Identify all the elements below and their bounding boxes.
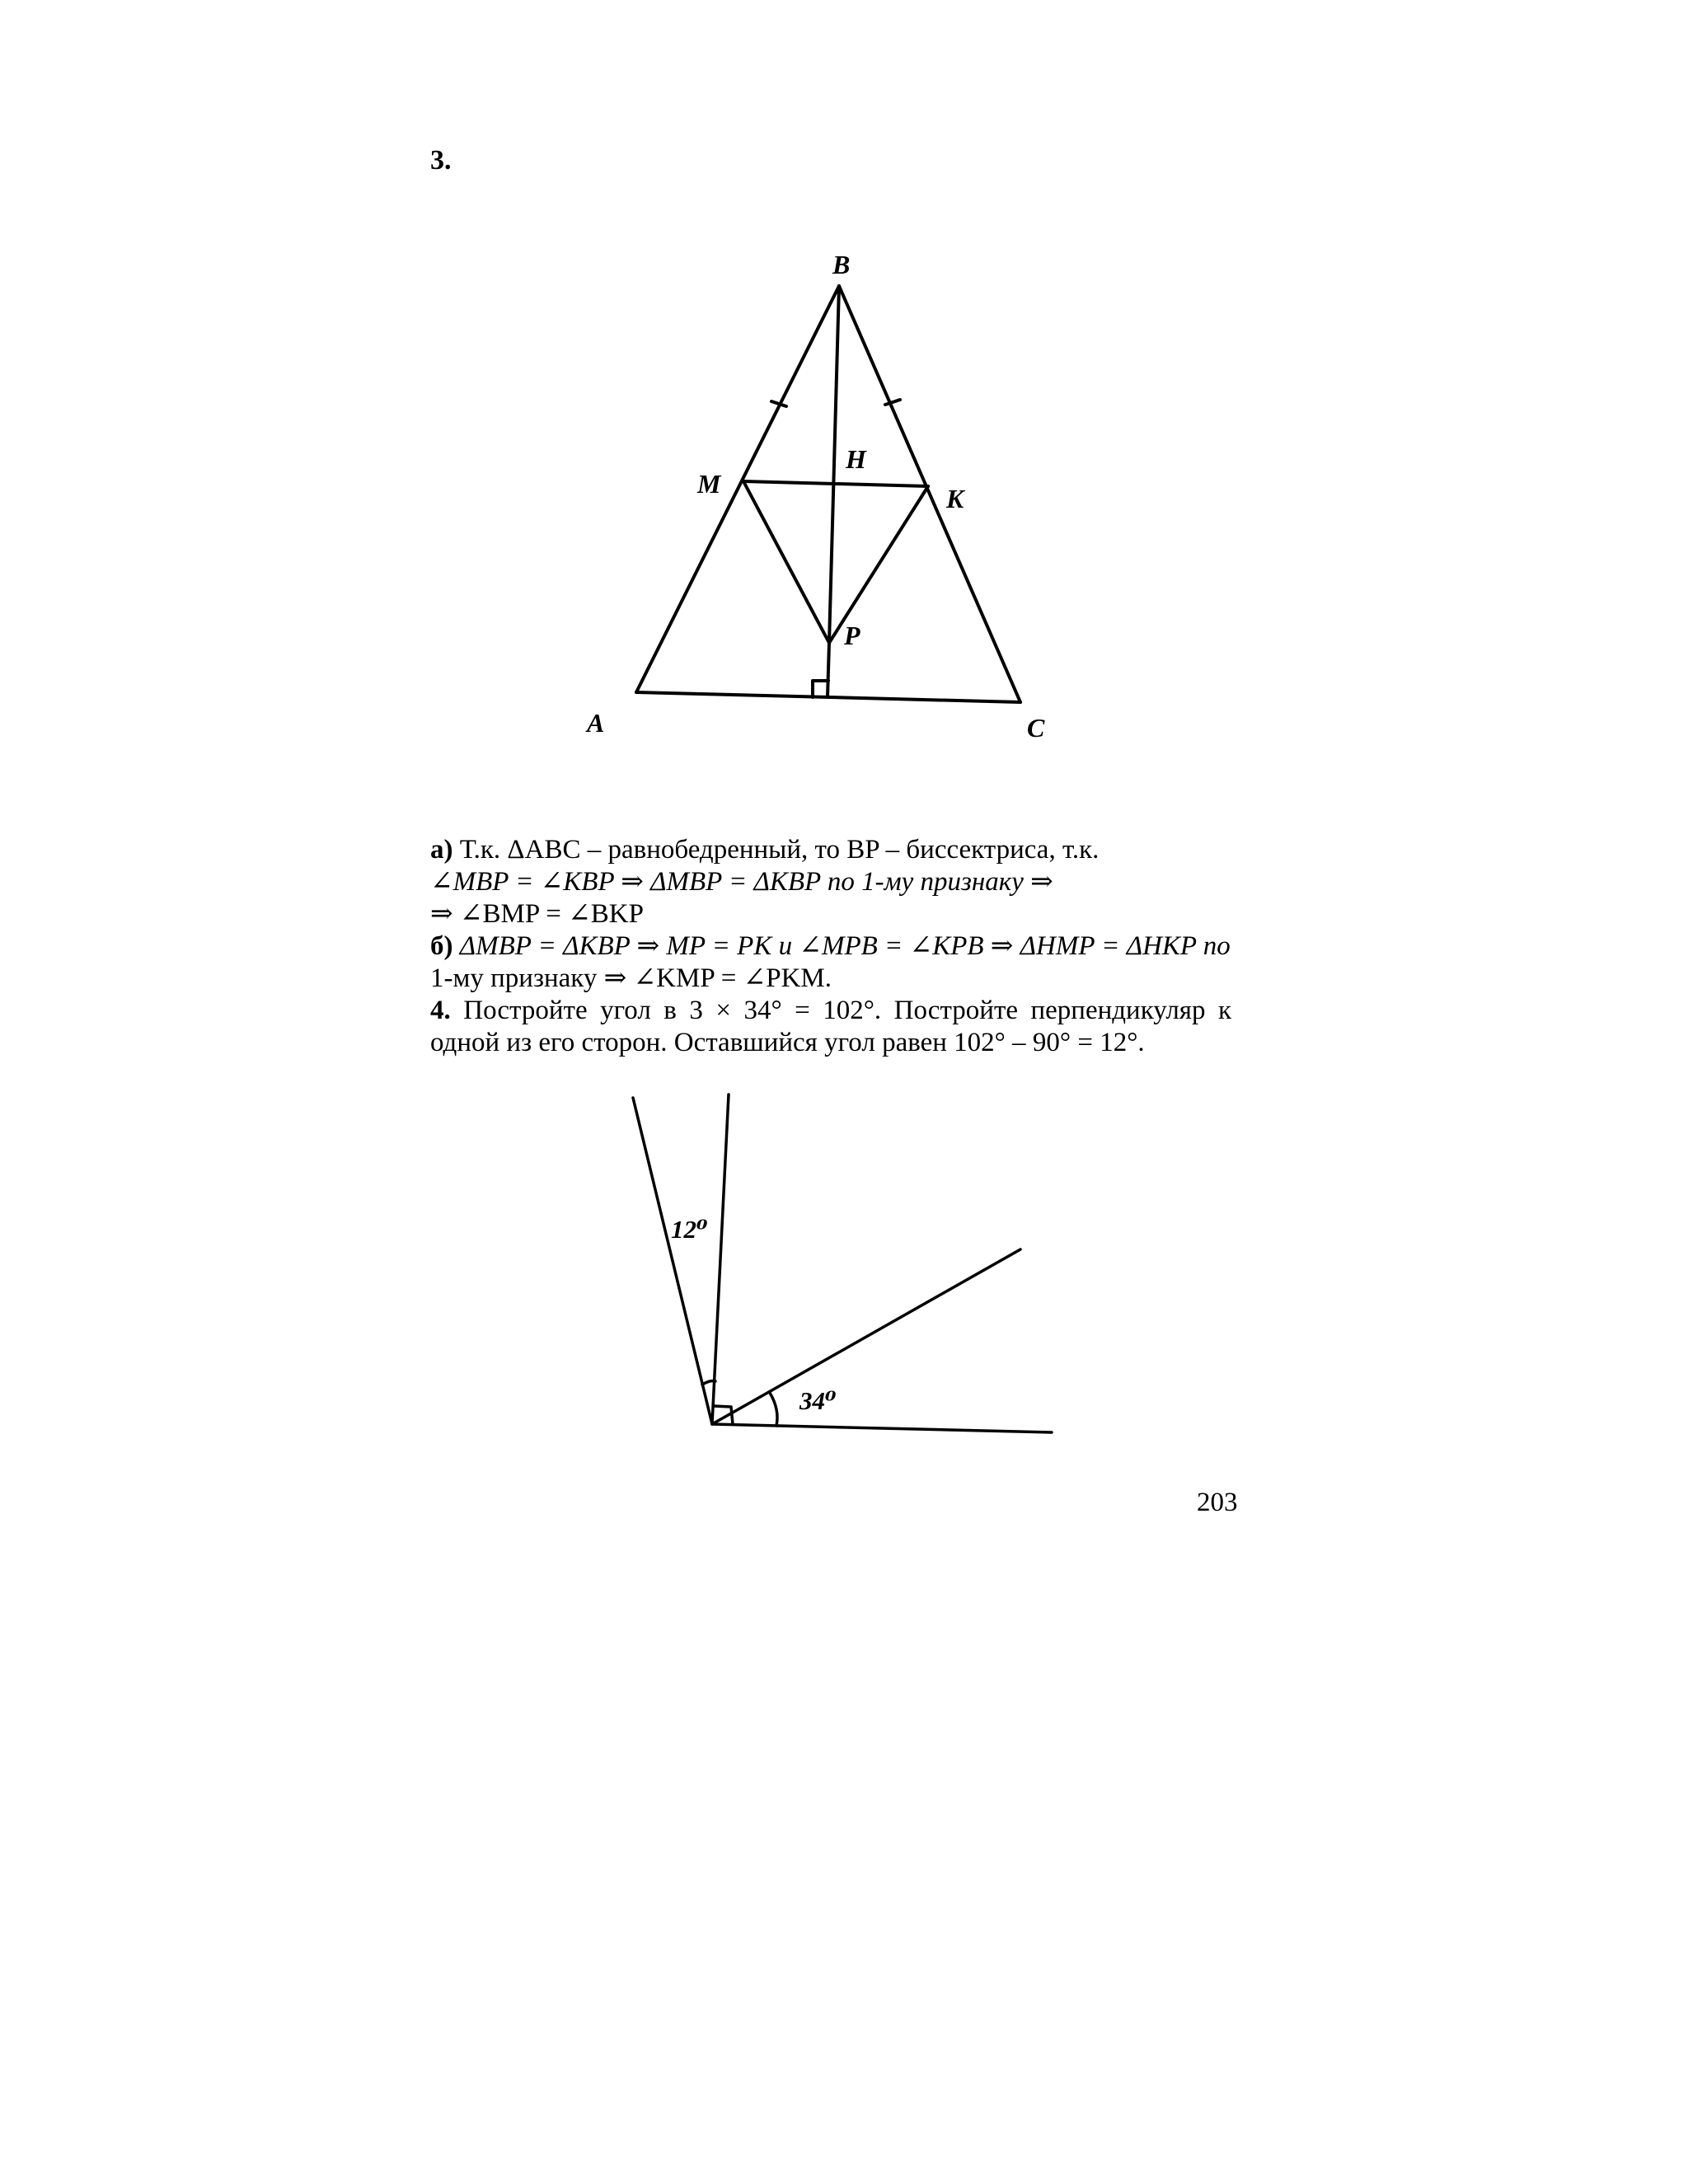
arc-34: [770, 1393, 777, 1426]
part-a-text-1: Т.к. ΔABC – равнобедренный, то BP – биссектриса, т.к.: [452, 835, 1100, 865]
part-b-text-1: ΔMBP = ΔKBP ⇒ MP = PK и ∠MPB = ∠KPB ⇒ ΔHMP = ΔHKP по: [452, 931, 1231, 961]
label-P: P: [844, 621, 860, 650]
ray-diagonal: [712, 1249, 1020, 1424]
side-AB: [636, 286, 839, 692]
problem-4-text-1: Постройте угол в 3 × 34° = 102°. Постройте перпендикуляр к: [450, 996, 1231, 1025]
label-H: H: [846, 444, 866, 474]
problem-4-line-1: [430, 995, 1231, 1027]
tick-mark-AB: [771, 401, 786, 406]
page-number: 203: [1197, 1488, 1238, 1517]
segment-KP: [829, 486, 928, 643]
solution-a-line-1: [430, 834, 1231, 866]
label-A: A: [587, 708, 605, 738]
label-34-degrees: 34⁰: [799, 1386, 837, 1415]
solution-b-line-2: 1-му признаку ⇒ ∠KMP = ∠PKM.: [430, 963, 832, 993]
ray-left: [633, 1098, 712, 1424]
segment-MK: [743, 481, 928, 486]
side-BC: [839, 286, 1020, 702]
solution-b-line-1: [430, 930, 1231, 963]
label-C: C: [1027, 713, 1045, 743]
problem-4-line-2: одной из его сторон. Оставшийся угол равен 102° – 90° = 12°.: [430, 1028, 1145, 1057]
segment-PD: [828, 643, 829, 697]
label-B: B: [832, 250, 851, 279]
part-a-label: а): [430, 835, 453, 865]
label-M: M: [697, 469, 721, 499]
angle-figure: [610, 1088, 1088, 1451]
solution-a-line-3: ⇒ ∠BMP = ∠BKP: [430, 899, 644, 929]
problem-number-3: 3.: [430, 145, 452, 176]
segment-MP: [743, 481, 829, 643]
solution-a-line-2: ∠MBP = ∠KBP ⇒ ΔMBP = ΔKBP по 1-му признаку ⇒: [430, 867, 1053, 897]
triangle-diagram: [569, 231, 1080, 758]
solution-text: [430, 834, 1231, 1059]
ray-vertical: [712, 1094, 729, 1424]
label-K: K: [946, 484, 964, 513]
part-b-label: б): [430, 931, 453, 961]
problem-number-4: 4.: [430, 996, 451, 1025]
ray-bottom: [712, 1424, 1052, 1432]
angle-diagram: [610, 1088, 1088, 1451]
label-12-degrees: 12⁰: [671, 1215, 708, 1244]
segment-BP: [829, 286, 839, 643]
triangle-figure: [569, 231, 1080, 758]
